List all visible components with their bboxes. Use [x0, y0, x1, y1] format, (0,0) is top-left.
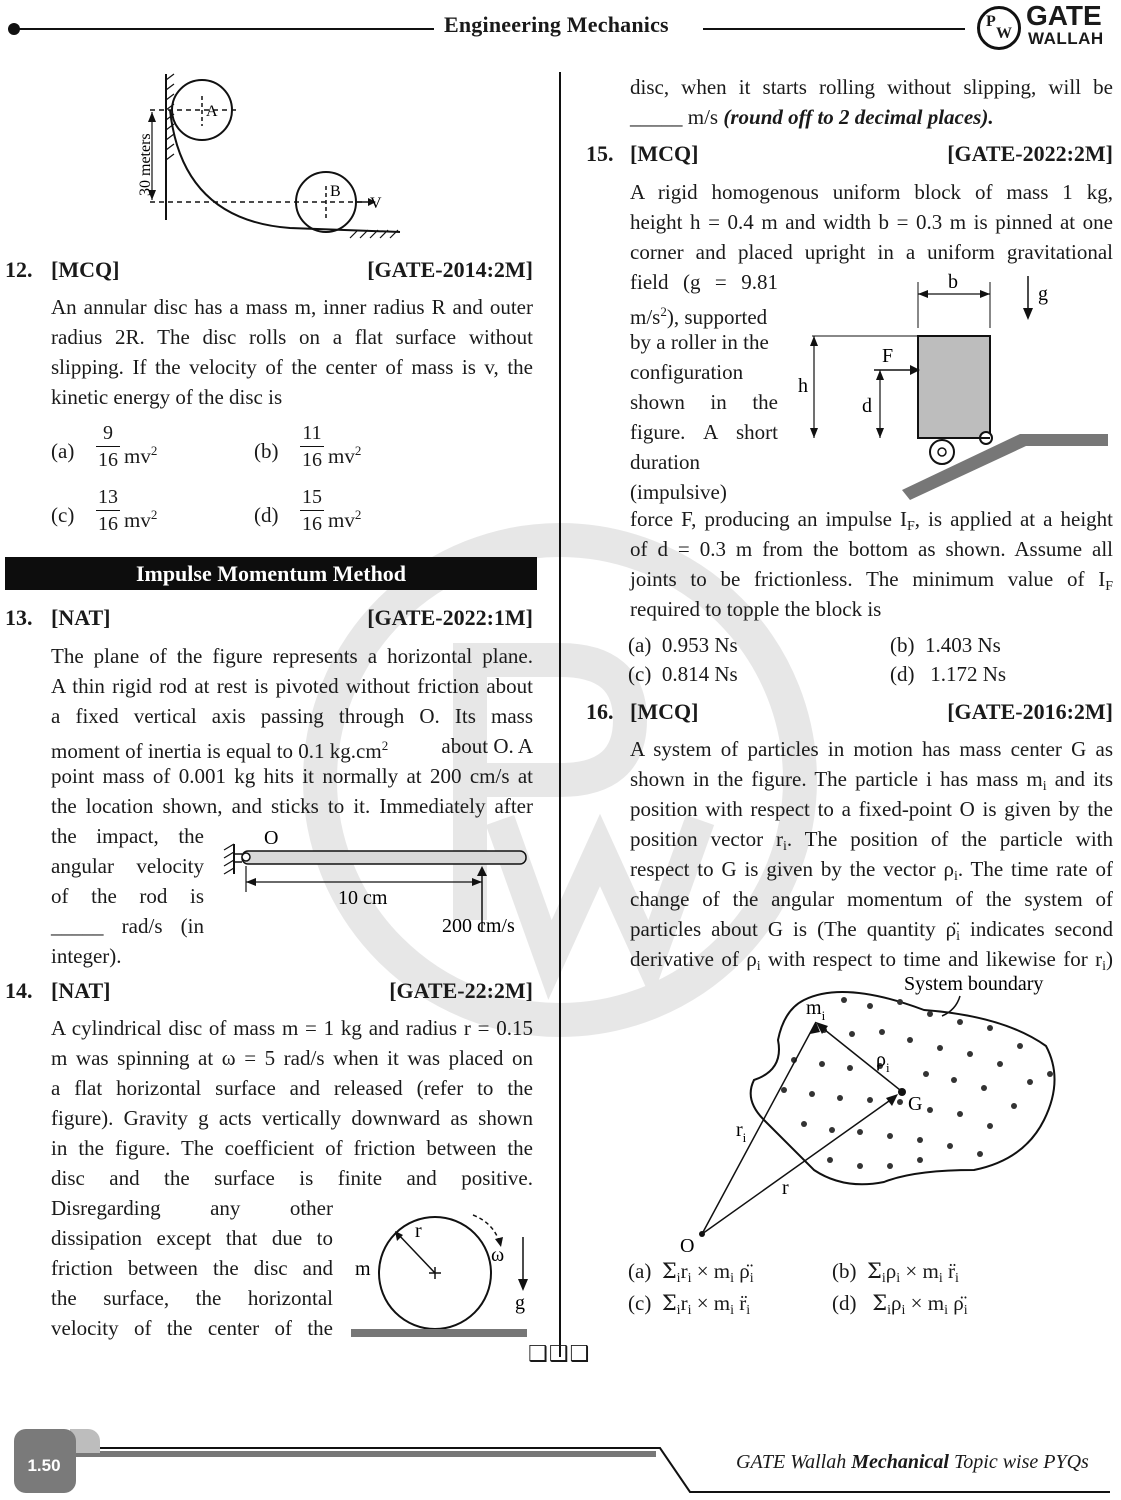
spinning-disc-figure: [345, 1205, 535, 1341]
q14-line-6: disc and the surface is finite and positive.: [51, 1166, 533, 1190]
q14-line-3: a flat horizontal surface and released (refer to the: [51, 1076, 533, 1100]
q13-narrow-1: the impact, the: [51, 824, 204, 848]
q16-option-b: (b) $\Sigma_i\rho_i \times m_i$ $r̈_i$: [832, 1259, 959, 1286]
q16-line-8: derivative of $\rho_i$ with respect to time and likewise for $r_i$): [630, 947, 1113, 974]
q13-type: [NAT]: [51, 605, 111, 630]
q16-tag: [GATE-2016:2M]: [947, 699, 1113, 724]
q15-line-3: corner and placed upright in a uniform gravitational: [630, 240, 1113, 264]
logo-gate-text: GATE: [1026, 0, 1102, 31]
q13-narrow-3: of the rod is: [51, 884, 204, 908]
gravity-g-label: g: [1038, 283, 1048, 305]
fraction-denominator: 16: [302, 513, 322, 535]
fraction-numerator: 13: [98, 486, 118, 508]
q15-line-1: A rigid homogenous uniform block of mass 1 kg,: [630, 180, 1113, 204]
q15-narrow-3: by a roller in the: [630, 330, 769, 354]
q13-line-5: point mass of 0.001 kg hits it normally at 200 cm/s at: [51, 764, 533, 788]
q14-tag: [GATE-22:2M]: [389, 978, 533, 1003]
q15-narrow-8: (impulsive): [630, 480, 727, 504]
q16-line-4: position vector $r_i$. The position of the particle with: [630, 827, 1114, 854]
q16-number: 16.: [586, 699, 614, 724]
point-b-label: B: [330, 183, 341, 200]
q15-line-6: joints to be frictionless. The minimum value of $I_F$: [630, 567, 1113, 594]
q15-narrow-5: shown in the: [630, 390, 778, 414]
disc-mass-label: m: [355, 1258, 371, 1280]
fraction-numerator: 11: [302, 422, 322, 444]
system-boundary-label: System boundary: [904, 973, 1044, 995]
q13-number: 13.: [5, 605, 33, 630]
q13-line-1: The plane of the figure represents a horizontal plane.: [51, 644, 533, 668]
force-f-label: F: [882, 345, 894, 367]
impact-speed-label: 200 cm/s: [442, 915, 515, 937]
q12-number: 12.: [5, 257, 33, 282]
q14-narrow-4: the surface, the horizontal: [51, 1286, 333, 1310]
q14-cont-line-1: disc, when it starts rolling without slipping, will be: [630, 75, 1113, 99]
pivot-o-label: O: [264, 827, 279, 849]
q15-number: 15.: [586, 141, 614, 166]
omega-label: ω: [491, 1244, 505, 1266]
section-heading: Impulse Momentum Method: [5, 557, 537, 590]
q12-line-3: slipping. If the velocity of the center of mass is v, the: [51, 355, 533, 379]
height-30m-label: 30 meters: [137, 133, 154, 196]
q15-narrow-7: duration: [630, 450, 700, 474]
fraction-denominator: 16: [302, 449, 322, 471]
q14-line-5: in the figure. The coefficient of friction between the: [51, 1136, 533, 1160]
end-of-section-marker: ❑❑❑: [528, 1342, 591, 1367]
fraction-denominator: 16: [98, 513, 118, 535]
q14-type: [NAT]: [51, 978, 111, 1003]
column-divider: [559, 72, 561, 1357]
logo-initial-p: P: [986, 13, 996, 30]
position-ri-label: $r_i$: [736, 1119, 747, 1145]
q16-line-3: position with respect to a fixed-point O is given by the: [630, 797, 1113, 821]
q15-option-b: (b) 1.403 Ns: [890, 633, 1001, 657]
q12-option-a-label: (a): [51, 439, 75, 463]
q15-line-4: force F, producing an impulse $I_F$, is applied at a height: [630, 507, 1113, 534]
q12-option-d-fraction: [300, 486, 324, 535]
velocity-v-label: V: [370, 195, 382, 212]
gravity-g-label: g: [515, 1292, 525, 1314]
q16-line-6: change of the angular momentum of the system of: [630, 887, 1113, 911]
q12-option-b-mv: $mv^2$: [328, 443, 362, 468]
q16-line-5: respect to G is given by the vector $\rho_i$. The time rate of: [630, 857, 1113, 884]
q14-line-4: figure). Gravity g acts vertically downward as shown: [51, 1106, 533, 1130]
header-rule-right: [703, 28, 965, 30]
q12-line-4: kinetic energy of the disc is: [51, 385, 283, 409]
logo-wallah-text: WALLAH: [1028, 29, 1104, 48]
q16-line-7: particles about G is (The quantity $\rhö_i$ indicates second: [630, 917, 1113, 944]
q16-option-d: (d) $\Sigma_i\rho_i \times m_i$ $\rhö_i$: [832, 1291, 968, 1318]
footer-book-title: GATE Wallah Mechanical Topic wise PYQs: [736, 1451, 1089, 1473]
q15-option-c: (c) 0.814 Ns: [628, 662, 738, 686]
q14-line-1: A cylindrical disc of mass m = 1 kg and radius r = 0.15: [51, 1016, 533, 1040]
q15-option-a: (a) 0.953 Ns: [628, 633, 738, 657]
q15-line-7: required to topple the block is: [630, 597, 882, 621]
q14-number: 14.: [5, 978, 33, 1003]
q12-option-c-label: (c): [51, 503, 75, 527]
q12-option-a-fraction: [96, 422, 120, 471]
q15-narrow-4: configuration: [630, 360, 744, 384]
origin-o-label: O: [680, 1235, 695, 1257]
q14-narrow-2: dissipation except that due to: [51, 1226, 333, 1250]
q13-line-2: A thin rigid rod at rest is pivoted without friction about: [51, 674, 533, 698]
q13-line-6: the location shown, and sticks to it. Immediately after: [51, 794, 533, 818]
q14-narrow-5: velocity of the center of the: [51, 1316, 333, 1340]
q16-option-c: (c) $\Sigma_ir_i \times m_i$ $r̈_i$: [628, 1291, 751, 1318]
q15-type: [MCQ]: [630, 141, 699, 166]
page-number: 1.50: [27, 1456, 61, 1475]
q13-narrow-2: angular velocity: [51, 854, 204, 878]
q12-option-c-fraction: [96, 486, 120, 535]
q14-cont-line-2: _____ m/s (round off to 2 decimal places).: [630, 105, 994, 129]
header-rule-left: [14, 28, 434, 30]
track-figure: [130, 70, 420, 248]
fraction-numerator: 9: [103, 422, 113, 444]
q13-line-3: a fixed vertical axis passing through O. Its mass: [51, 704, 533, 728]
q12-type: [MCQ]: [51, 257, 120, 282]
fraction-denominator: 16: [98, 449, 118, 471]
q12-option-d-label: (d): [254, 503, 279, 527]
q16-line-2: shown in the figure. The particle i has mass $m_i$ and its: [630, 767, 1113, 794]
q15-line-5: of d = 0.3 m from the bottom as shown. Assume all: [630, 537, 1113, 561]
particle-mass-label: $m_i$: [806, 997, 826, 1023]
block-figure: [790, 268, 1112, 508]
q12-line-2: radius 2R. The disc rolls on a flat surface without: [51, 325, 533, 349]
q12-option-b-label: (b): [254, 439, 279, 463]
q16-type: [MCQ]: [630, 699, 699, 724]
q16-option-a: (a) $\Sigma_ir_i \times m_i$ $\rhö_i$: [628, 1259, 754, 1286]
q14-line-2: m was spinning at ω = 5 rad/s when it was placed on: [51, 1046, 533, 1070]
q15-tag: [GATE-2022:2M]: [947, 141, 1113, 166]
q13-narrow-5: integer).: [51, 944, 122, 968]
rho-label: $\rho_i$: [876, 1049, 890, 1075]
q12-line-1: An annular disc has a mass m, inner radius R and outer: [51, 295, 533, 319]
q16-line-1: A system of particles in motion has mass center G as: [630, 737, 1113, 761]
pw-logo-icon: [977, 6, 1021, 50]
q15-narrow-2: $m/s^2$), supported: [630, 304, 768, 329]
q15-narrow-6: figure. A short: [630, 420, 778, 444]
q12-option-d-mv: $mv^2$: [328, 507, 362, 532]
force-height-d-label: d: [862, 395, 872, 417]
rod-length-label: 10 cm: [338, 887, 388, 909]
q13-line-4: moment of inertia is equal to 0.1 $kg.cm^2$ about O. A: [51, 734, 533, 763]
q13-tag: [GATE-2022:1M]: [367, 605, 533, 630]
particle-system-figure: [674, 970, 1074, 1260]
position-r-label: r: [782, 1177, 789, 1199]
q14-narrow-3: friction between the disc and: [51, 1256, 333, 1280]
q14-narrow-1: Disregarding any other: [51, 1196, 333, 1220]
fraction-numerator: 15: [302, 486, 322, 508]
running-header-title: Engineering Mechanics: [444, 12, 669, 37]
logo-initial-w: W: [996, 25, 1012, 42]
q13-narrow-4: _____ rad/s (in: [51, 914, 204, 938]
disc-radius-label: r: [415, 1220, 422, 1242]
q12-option-c-mv: $mv^2$: [124, 507, 158, 532]
q12-option-a-mv: $mv^2$: [124, 443, 158, 468]
q15-option-d: (d) 1.172 Ns: [890, 662, 1007, 686]
q15-narrow-1: field (g = 9.81: [630, 270, 778, 294]
q15-line-2: height h = 0.4 m and width b = 0.3 m is pinned at one: [630, 210, 1113, 234]
width-b-label: b: [948, 271, 958, 293]
point-a-label: A: [206, 103, 218, 120]
q12-tag: [GATE-2014:2M]: [367, 257, 533, 282]
q12-option-b-fraction: [300, 422, 324, 471]
height-h-label: h: [798, 375, 808, 397]
rod-figure: [220, 822, 532, 942]
mass-center-g-label: G: [908, 1093, 923, 1115]
